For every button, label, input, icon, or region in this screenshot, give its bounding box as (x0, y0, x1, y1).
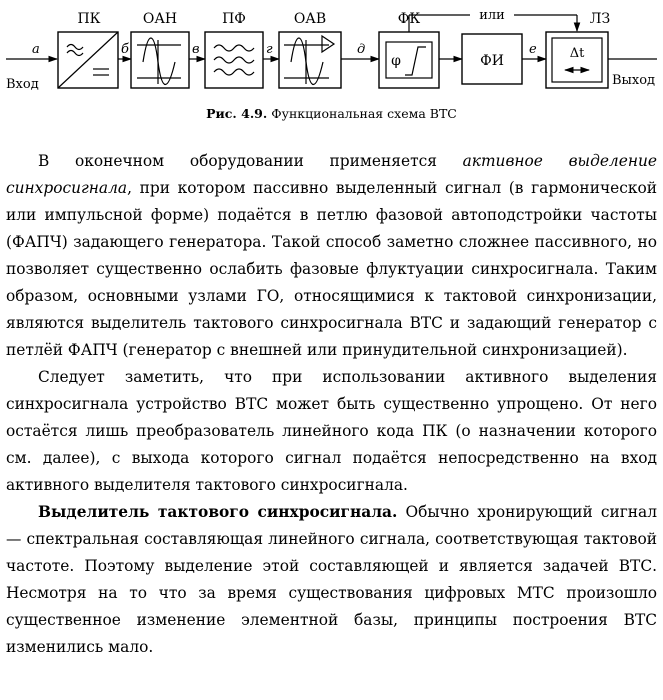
paragraph-2 (6, 364, 657, 499)
caption-text: Функциональная схема ВТС (271, 106, 457, 121)
paragraph-3-heading: Выделитель тактового синхросигнала. (38, 503, 398, 521)
block-label-fi: ФИ (480, 53, 504, 69)
signal-label-v: в (192, 42, 200, 57)
block-label-lz: ЛЗ (589, 11, 611, 27)
functional-diagram (0, 0, 663, 102)
paragraph-1 (6, 148, 657, 364)
phase-symbol: φ (391, 53, 401, 69)
paragraph-2-text: Следует заметить, что при использовании активного выделения синхросигнала устройство ВТС может быть существенно упрощено. От него остаётся лишь преобразователь линейного кода ПК (о назначении которого см. далее), с выхода которого сигнал подаётся непосредственно на вход активного выделителя тактового синхросигнала. (6, 368, 657, 494)
block-oav (279, 32, 341, 88)
figure-caption (0, 106, 663, 121)
body-text (6, 148, 657, 661)
input-label: Вход (6, 77, 39, 92)
block-label-fk: ФК (397, 11, 421, 27)
block-pk (58, 32, 118, 88)
paragraph-1-text-a: В оконечном оборудовании применяется (38, 152, 463, 170)
signal-label-d: д (357, 42, 366, 57)
block-pf (205, 32, 263, 88)
block-label-oav: ОАВ (293, 11, 327, 27)
paragraph-3-text: Обычно хронирующий сигнал — спектральная составляющая линейного сигнала, соответствующая тактовой частоте. Поэтому выделение этой составляющей и является задачей ВТС. Несмотря на то что за время существования цифровых МТС произошло существенное изменение элементной базы, принципы построения ВТС изменились мало. (6, 503, 657, 656)
caption-number: Рис. 4.9. (206, 106, 268, 121)
paragraph-1-term: активное выделение синхросигнала (6, 152, 658, 197)
block-label-pk: ПК (77, 11, 101, 27)
block-label-pf: ПФ (222, 11, 246, 27)
output-label: Выход (612, 73, 656, 88)
block-fi (462, 34, 522, 84)
block-oan (131, 32, 189, 88)
paragraph-1-text-b: , при котором пассивно выделенный сигнал (в гармонической или импульсной форме) подаётся в петлю фазовой автоподстройки частоты (ФАПЧ) задающего генератора. Такой способ заметно сложнее пассивного, но позволяет существенно ослабить фазовые флуктуации синхросигнала. Таким образом, основными узлами ГО, относящимися к тактовой синхронизации, являются выделитель тактового синхросигнала ВТС и задающий генератор с петлёй ФАПЧ (генератор с внешней или принудительной синхронизацией). (6, 179, 657, 359)
block-fk (379, 32, 439, 88)
signal-label-g: г (266, 42, 273, 57)
block-label-oan: ОАН (142, 11, 178, 27)
signal-label-b: б (121, 42, 129, 57)
or-label: или (479, 8, 505, 23)
delay-symbol: Δt (569, 46, 585, 61)
block-lz (546, 32, 608, 88)
signal-label-a: a (32, 42, 40, 57)
paragraph-3 (6, 499, 657, 661)
signal-label-e: е (529, 42, 537, 57)
